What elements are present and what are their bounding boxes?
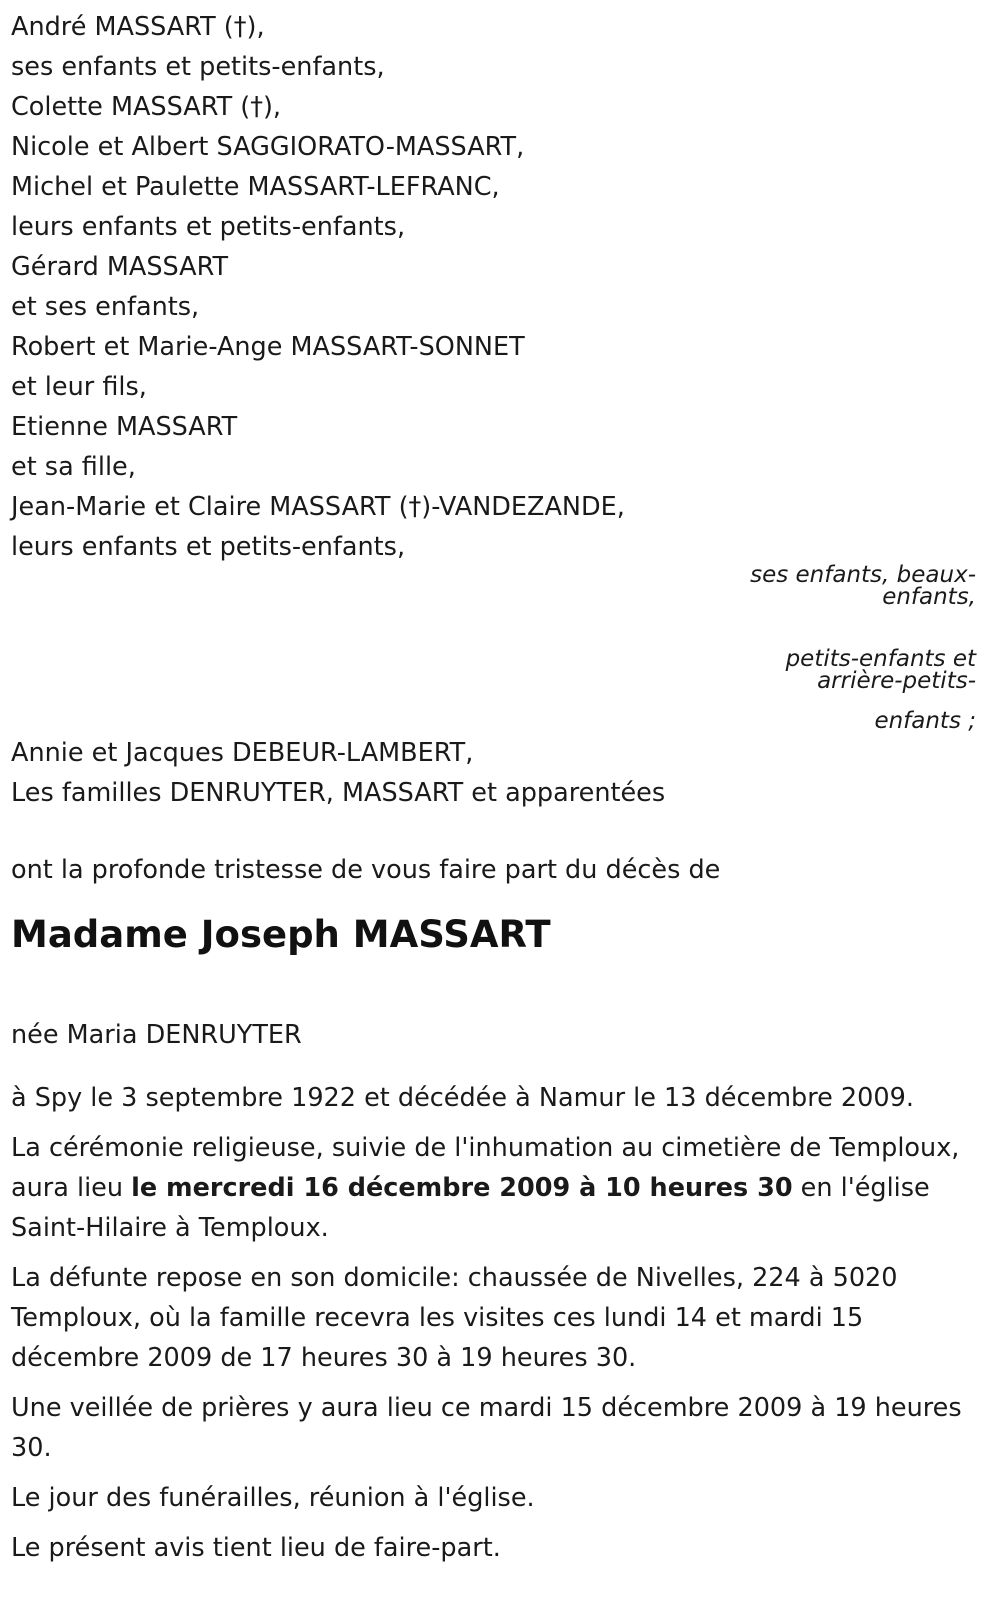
family-line: Jean-Marie et Claire MASSART (†)-VANDEZANDE, — [11, 492, 625, 522]
ceremony-text-before: La cérémonie religieuse, suivie de l'inhumation au cimetière de Temploux, aura lieu — [11, 1133, 960, 1203]
family-line: leurs enfants et petits-enfants, — [11, 212, 406, 242]
ceremony-text — [11, 1128, 986, 1248]
family-list — [11, 7, 991, 567]
family-line: Colette MASSART (†), — [11, 92, 282, 122]
relation-note-line: ses enfants, beaux- — [750, 562, 976, 588]
family-line: Gérard MASSART — [11, 252, 229, 282]
relation-note-line: arrière-petits- — [817, 668, 976, 694]
relation-note-line: petits-enfants et — [785, 646, 976, 672]
family-line: leurs enfants et petits-enfants, — [11, 532, 406, 562]
family-line: et leur fils, — [11, 372, 147, 402]
others-list — [11, 733, 665, 813]
family-line: Michel et Paulette MASSART-LEFRANC, — [11, 172, 500, 202]
family-line: Nicole et Albert SAGGIORATO-MASSART, — [11, 132, 525, 162]
family-line: André MASSART (†), — [11, 12, 265, 42]
announcement-intro: ont la profonde tristesse de vous faire part du décès de — [11, 855, 721, 885]
ceremony-date: le mercredi 16 décembre 2009 à 10 heures 30 — [131, 1173, 793, 1203]
family-line: Robert et Marie-Ange MASSART-SONNET — [11, 332, 525, 362]
relation-note-line: enfants, — [882, 584, 976, 610]
family-line: Etienne MASSART — [11, 412, 238, 442]
deceased-name: Madame Joseph MASSART — [11, 913, 551, 956]
birth-death-text: à Spy le 3 septembre 1922 et décédée à Namur le 13 décembre 2009. — [11, 1083, 914, 1113]
family-line: et ses enfants, — [11, 292, 200, 322]
meeting-text: Le jour des funérailles, réunion à l'église. — [11, 1483, 535, 1513]
vigil-text: Une veillée de prières y aura lieu ce mardi 15 décembre 2009 à 19 heures 30. — [11, 1393, 962, 1463]
maiden-name: née Maria DENRUYTER — [11, 1020, 302, 1050]
others-line: Annie et Jacques DEBEUR-LAMBERT, — [11, 738, 474, 768]
funeral-details — [11, 1078, 986, 1578]
relation-note — [726, 555, 976, 734]
ceremony-text-after: en l'église Saint-Hilaire à Temploux. — [11, 1173, 930, 1243]
relation-note-line: enfants ; — [874, 708, 976, 734]
family-line: ses enfants et petits-enfants, — [11, 52, 385, 82]
family-line: et sa fille, — [11, 452, 136, 482]
notice-text: Le présent avis tient lieu de faire-part. — [11, 1533, 501, 1563]
visitation-text: La défunte repose en son domicile: chaussée de Nivelles, 224 à 5020 Temploux, où la famille recevra les visites ces lundi 14 et mardi 15 décembre 2009 de 17 heures 30 à 19 heures 30. — [11, 1263, 898, 1373]
others-line: Les familles DENRUYTER, MASSART et apparentées — [11, 778, 666, 808]
